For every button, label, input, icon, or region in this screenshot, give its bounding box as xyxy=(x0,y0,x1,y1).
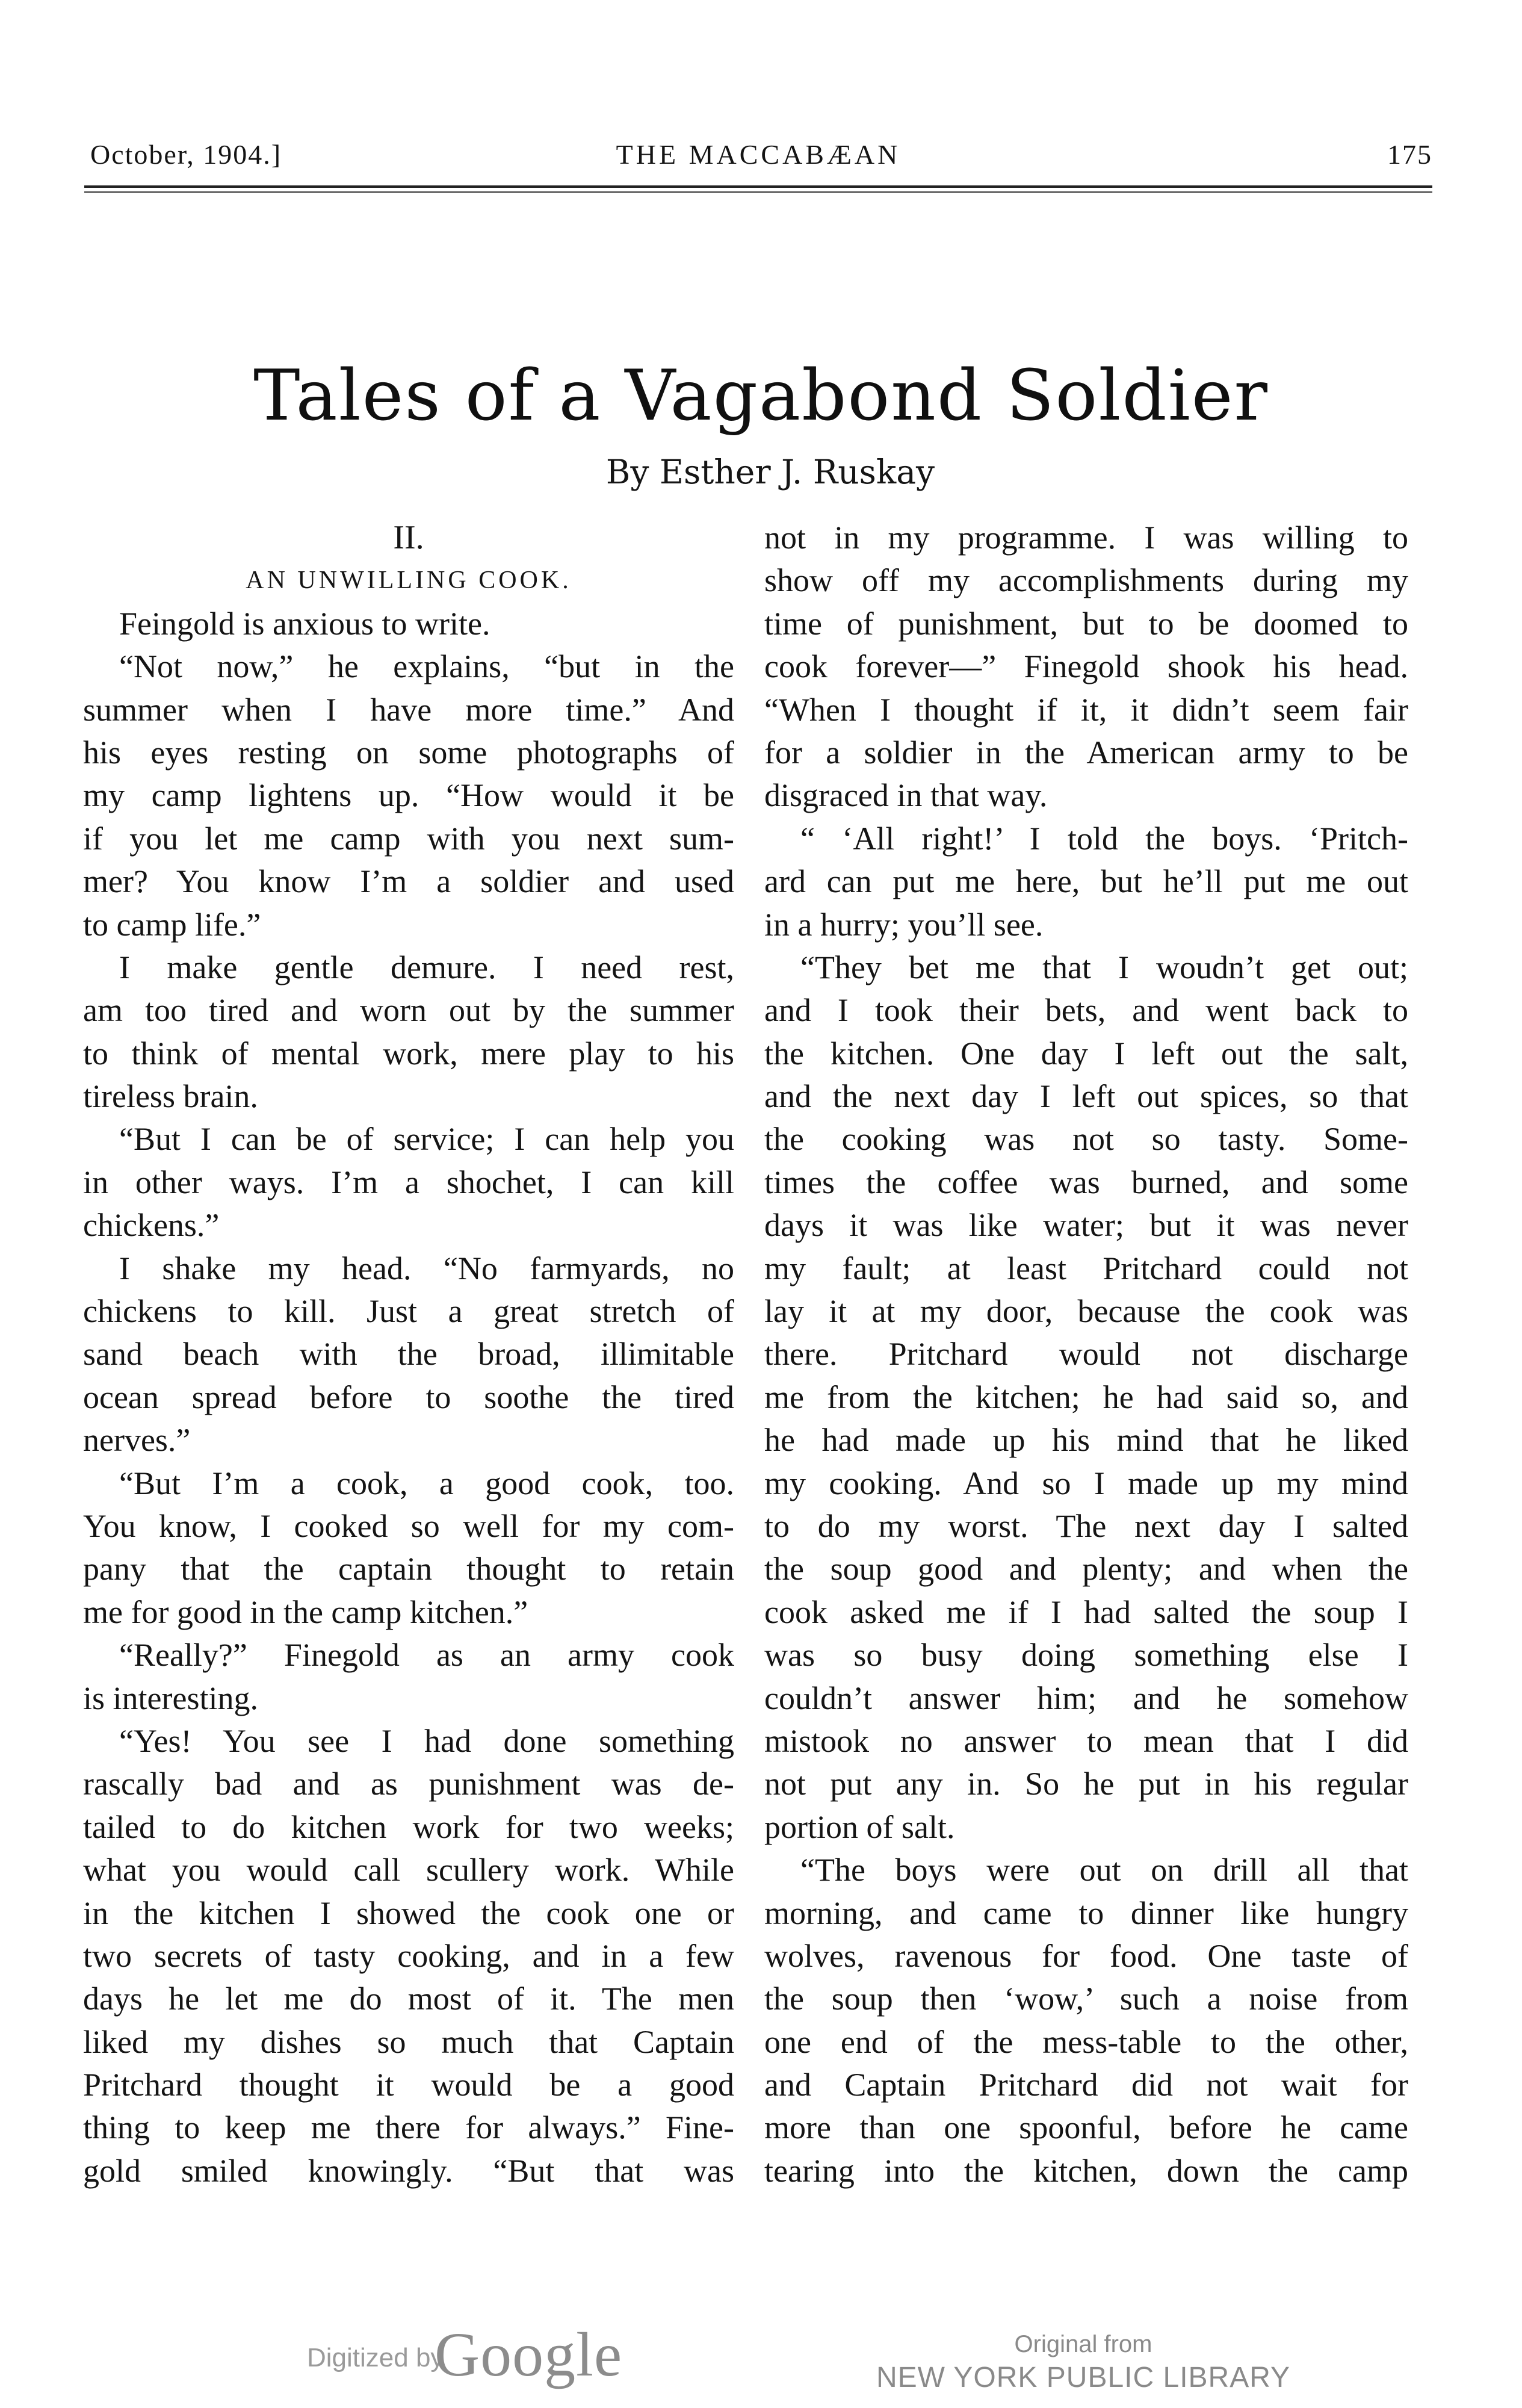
text-line: to do my worst. The next day I salted xyxy=(764,1507,1408,1544)
running-header xyxy=(84,131,1432,173)
text-line: he had made up his mind that he liked xyxy=(764,1422,1408,1459)
text-line: liked my dishes so much that Captain xyxy=(83,2023,734,2060)
text-line: if you let me camp with you next sum- xyxy=(83,820,734,857)
text-line: morning, and came to dinner like hungry xyxy=(764,1894,1408,1931)
text-line: pany that the captain thought to retain xyxy=(83,1551,734,1587)
text-line: and I took their bets, and went back to xyxy=(764,992,1408,1029)
text-line: show off my accomplishments during my xyxy=(764,562,1408,599)
text-line: and Captain Pritchard did not wait for xyxy=(764,2067,1408,2103)
text-line: “Yes! You see I had done something xyxy=(119,1722,734,1759)
source-library-watermark xyxy=(855,2329,1312,2396)
text-line: what you would call scullery work. While xyxy=(83,1852,734,1888)
header-page-number: 175 xyxy=(1387,139,1432,170)
section-subtitle: AN UNWILLING COOK. xyxy=(246,566,572,595)
google-logo: Google xyxy=(435,2320,623,2389)
text-line: wolves, ravenous for food. One taste of xyxy=(764,1937,1408,1974)
text-line: the cooking was not so tasty. Some- xyxy=(764,1121,1408,1158)
text-line: Pritchard thought it would be a good xyxy=(83,2067,734,2103)
text-line: rascally bad and as punishment was de- xyxy=(83,1766,734,1802)
text-line: for a soldier in the American army to be xyxy=(764,734,1408,771)
text-line: disgraced in that way. xyxy=(764,777,1048,814)
text-line: You know, I cooked so well for my com- xyxy=(83,1507,734,1544)
text-line: portion of salt. xyxy=(764,1808,955,1845)
text-line: not in my programme. I was willing to xyxy=(764,520,1408,556)
text-line: couldn’t answer him; and he somehow xyxy=(764,1680,1408,1716)
text-line: nerves.” xyxy=(83,1422,191,1459)
text-line: not put any in. So he put in his regular xyxy=(764,1766,1408,1802)
text-line: more than one spoonful, before he came xyxy=(764,2109,1408,2146)
text-line: the kitchen. One day I left out the salt, xyxy=(764,1035,1408,1072)
text-line: tailed to do kitchen work for two weeks; xyxy=(83,1808,734,1845)
text-line: chickens to kill. Just a great stretch of xyxy=(83,1293,734,1330)
text-line: ocean spread before to soothe the tired xyxy=(83,1379,734,1415)
text-line: one end of the mess-table to the other, xyxy=(764,2023,1408,2060)
text-line: times the coffee was burned, and some xyxy=(764,1164,1408,1200)
text-line: I make gentle demure. I need rest, xyxy=(119,949,734,985)
text-line: “Really?” Finegold as an army cook xyxy=(119,1637,734,1674)
text-line: two secrets of tasty cooking, and in a few xyxy=(83,1937,734,1974)
text-line: cook asked me if I had salted the soup I xyxy=(764,1593,1408,1630)
library-name: NEW YORK PUBLIC LIBRARY xyxy=(876,2362,1291,2394)
text-line: I shake my head. “No farmyards, no xyxy=(119,1250,734,1286)
text-line: “Not now,” he explains, “but in the xyxy=(119,648,734,685)
text-line: gold smiled knowingly. “But that was xyxy=(83,2152,734,2189)
header-rule-thin xyxy=(84,191,1432,193)
text-line: in the kitchen I showed the cook one or xyxy=(83,1894,734,1931)
text-line: “But I can be of service; I can help you xyxy=(119,1121,734,1158)
text-line: time of punishment, but to be doomed to xyxy=(764,605,1408,642)
text-line: in a hurry; you’ll see. xyxy=(764,906,1044,943)
header-journal-title: THE MACCABÆAN xyxy=(616,139,901,170)
original-from-label: Original from xyxy=(1014,2331,1152,2357)
left-column xyxy=(83,517,734,2192)
text-line: mer? You know I’m a soldier and used xyxy=(83,863,734,900)
text-line: cook forever—” Finegold shook his head. xyxy=(764,648,1408,685)
text-line: “When I thought if it, it didn’t seem fair xyxy=(764,691,1408,728)
article-title: Tales of a Vagabond Soldier xyxy=(253,355,1269,436)
text-line: there. Pritchard would not discharge xyxy=(764,1336,1408,1373)
text-line: days he let me do most of it. The men xyxy=(83,1981,734,2017)
header-rule-thick xyxy=(84,185,1432,188)
text-line: “ ‘All right!’ I told the boys. ‘Pritch- xyxy=(800,820,1408,857)
text-line: mistook no answer to mean that I did xyxy=(764,1722,1408,1759)
text-line: in other ways. I’m a shochet, I can kill xyxy=(83,1164,734,1200)
text-line: summer when I have more time.” And xyxy=(83,691,734,728)
text-line: sand beach with the broad, illimitable xyxy=(83,1336,734,1373)
text-line: Feingold is anxious to write. xyxy=(119,605,490,642)
text-line: was so busy doing something else I xyxy=(764,1637,1408,1674)
text-line: tearing into the kitchen, down the camp xyxy=(764,2152,1408,2189)
text-line: and the next day I left out spices, so that xyxy=(764,1078,1408,1115)
digitized-by-watermark xyxy=(307,2320,644,2395)
text-line: the soup then ‘wow,’ such a noise from xyxy=(764,1981,1408,2017)
text-line: lay it at my door, because the cook was xyxy=(764,1293,1408,1330)
header-date: October, 1904.] xyxy=(90,139,282,170)
text-line: my fault; at least Pritchard could not xyxy=(764,1250,1408,1286)
text-line: am too tired and worn out by the summer xyxy=(83,992,734,1029)
article-byline: By Esther J. Ruskay xyxy=(605,453,935,491)
text-line: is interesting. xyxy=(83,1680,258,1716)
digitized-label: Digitized by xyxy=(307,2343,444,2372)
text-line: me for good in the camp kitchen.” xyxy=(83,1593,528,1630)
text-line: “They bet me that I woudn’t get out; xyxy=(800,949,1408,985)
text-line: chickens.” xyxy=(83,1207,220,1244)
text-line: tireless brain. xyxy=(83,1078,258,1115)
text-line: “But I’m a cook, a good cook, too. xyxy=(119,1465,734,1501)
text-line: to think of mental work, mere play to his xyxy=(83,1035,734,1072)
text-line: thing to keep me there for always.” Fine- xyxy=(83,2109,734,2146)
right-column xyxy=(764,517,1408,2192)
text-line: my camp lightens up. “How would it be xyxy=(83,777,734,814)
text-line: days it was like water; but it was never xyxy=(764,1207,1408,1244)
text-line: my cooking. And so I made up my mind xyxy=(764,1465,1408,1501)
text-line: the soup good and plenty; and when the xyxy=(764,1551,1408,1587)
text-line: “The boys were out on drill all that xyxy=(800,1852,1408,1888)
text-line: ard can put me here, but he’ll put me out xyxy=(764,863,1408,900)
part-number: II. xyxy=(393,519,424,556)
text-line: his eyes resting on some photographs of xyxy=(83,734,734,771)
text-line: to camp life.” xyxy=(83,906,261,943)
text-line: me from the kitchen; he had said so, and xyxy=(764,1379,1408,1415)
